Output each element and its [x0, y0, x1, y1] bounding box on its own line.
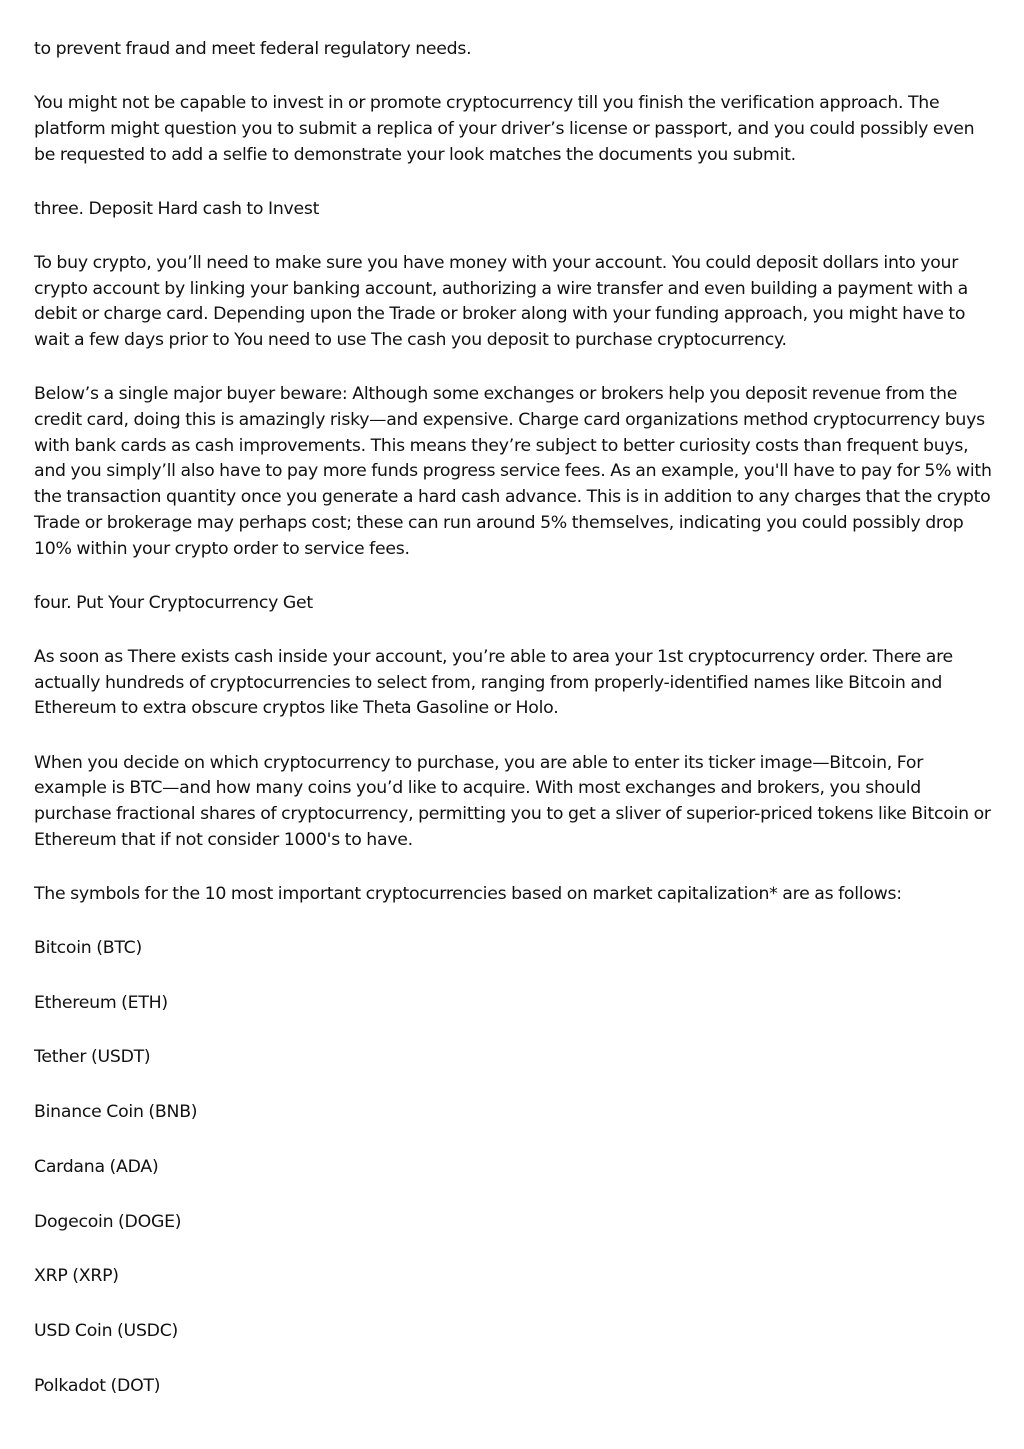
- paragraph-place-order: As soon as There exists cash inside your account, you’re able to area your 1st cryptocurrency order. There are actually hundreds of cryptocurrencies to select from, ranging from properly-identified names like Bitcoin and Ethereum to extra obscure cryptos like Theta Gasoline or Holo.: [34, 646, 953, 719]
- coin-list-item: XRP (XRP): [34, 1266, 119, 1287]
- coin-list-item: Cardana (ADA): [34, 1156, 159, 1177]
- coin-list-item: Tether (USDT): [34, 1047, 151, 1068]
- paragraph-credit-card-warning: Below’s a single major buyer beware: Although some exchanges or brokers help you deposit revenue from the credit card, doing this is amazingly risky—and expensive. Charge card organizations method cryptocurrency buys with bank cards as cash improvements. This means they’re subject to better curiosity costs than frequent buys, and you simply’ll also have to pay more funds progress service fees. As an example, you'll have to pay for 5% with the transaction quantity once you generate a hard cash advance. This is in addition to any charges that the crypto Trade or brokerage may perhaps cost; these can run around 5% themselves, indicating you could possibly drop 10% within your crypto order to service fees.: [34, 384, 992, 559]
- document-page: [34, 37, 994, 1428]
- coin-list-item: Bitcoin (BTC): [34, 938, 142, 959]
- coin-list-item: USD Coin (USDC): [34, 1321, 179, 1341]
- step-heading-order: four. Put Your Cryptocurrency Get: [34, 592, 313, 613]
- coin-list: [34, 936, 994, 1399]
- paragraph-ticker-symbol: When you decide on which cryptocurrency to purchase, you are able to enter its ticker image—Bitcoin, For example is BTC—and how many coins you’d like to acquire. With most exchanges and brokers, you should purchase fractional shares of cryptocurrency, permitting you to get a sliver of superior-priced tokens like Bitcoin or Ethereum that if not consider 1000's to have.: [34, 752, 991, 850]
- coin-list-item: Binance Coin (BNB): [34, 1102, 198, 1123]
- coin-list-item: Dogecoin (DOGE): [34, 1211, 182, 1232]
- step-heading-deposit: three. Deposit Hard cash to Invest: [34, 198, 320, 219]
- paragraph-fraud-note: to prevent fraud and meet federal regulatory needs.: [34, 39, 472, 59]
- coin-list-item: Polkadot (DOT): [34, 1375, 161, 1396]
- paragraph-verification: You might not be capable to invest in or promote cryptocurrency till you finish the verification approach. The platform might question you to submit a replica of your driver’s license or passport, and you could possibly even be requested to add a selfie to demonstrate your look matches the documents you submit.: [34, 93, 975, 165]
- paragraph-symbols-intro: The symbols for the 10 most important cryptocurrencies based on market capitalization* are as follows:: [34, 883, 902, 904]
- coin-list-item: Ethereum (ETH): [34, 992, 168, 1013]
- paragraph-deposit: To buy crypto, you’ll need to make sure you have money with your account. You could deposit dollars into your crypto account by linking your banking account, authorizing a wire transfer and even building a payment with a debit or charge card. Depending upon the Trade or broker along with your funding approach, you might have to wait a few days prior to You need to use The cash you deposit to purchase cryptocurrency.: [34, 253, 968, 351]
